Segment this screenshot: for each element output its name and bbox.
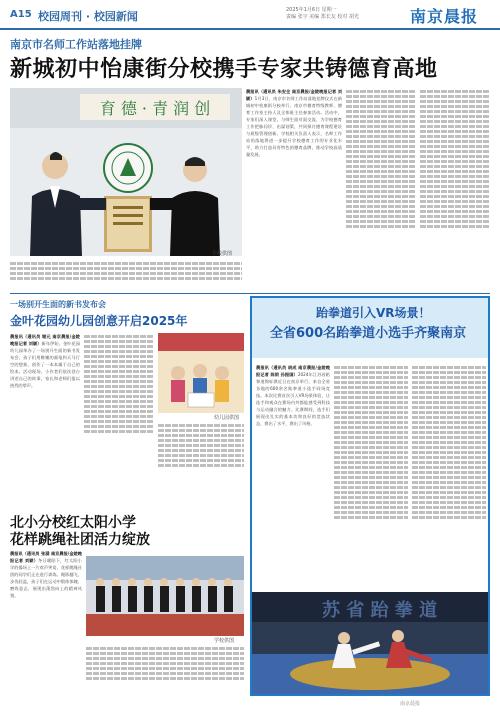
story4-byline: 晨报讯（通讯员 胡成 南京晨报/金陵晚报记者 陈雨 孙振国） [256, 365, 330, 377]
story3-body-col2 [86, 645, 244, 697]
issue-date: 2025年1月6日 星期一 [286, 7, 337, 13]
story2-body-col2 [84, 333, 154, 483]
editors: 责编 张宇 美编 郑长友 校对 胡光 [286, 14, 359, 20]
story3-photo-caption: 学校供图 [214, 638, 235, 644]
story3-headline-line2: 花样跳绳社团活力绽放 [10, 532, 150, 548]
lead-photo-caption: 学校供图 [212, 251, 233, 257]
story4-kicker: 跆拳道引入VR场景！ [316, 306, 431, 320]
story4-body: 2024年江苏省跆拳道锦标赛近日在南京举行，来自全省各地的600余名跆拳道小选手同场竞技。本次比赛首次引入VR场景体验，让选手和观众在赛场内外都能感受到科技与运动融合的魅力。比赛期间，选手们展现出扎实的基本功和良好的竞技状态，赛出了水平，赛出了风格。 [256, 372, 330, 426]
section-divider [10, 293, 490, 294]
story3-body: 冬日暖阳下，红太阳小学的操场上一片欢声笑语，花样跳绳社团的同学们正在进行训练。绳影翻飞，步伐轻盈，孩子们在运动中锻炼体魄、磨炼意志，展现出蓬勃向上的精神风貌。 [10, 558, 82, 598]
newspaper-logo: 南京晨报 [410, 7, 479, 26]
lead-headline: 新城初中怡康街分校携手专家共铸德育高地 [10, 57, 438, 82]
lead-body: 1月3日，南京市名师工作站落地挂牌仪式在新城初中怡康街分校举行。南京市德育特级教师、德育工作室主持人及全体班主任参加活动。活动中，专家们深入课堂，与师生面对面交流，为学校德育工作把脉问诊、出谋划策，共同探讨德育课程建设与班级管理创新。学校相关负责人表示，名师工作站的落地将进一步提升学校德育工作的专业化水平，助力打造具有特色的德育品牌，推动学校高质量发展。 [246, 96, 342, 157]
story4-headline: 全省600名跆拳道小选手齐聚南京 [270, 326, 467, 341]
watermark: 南京晨报 [400, 701, 421, 707]
story2-body-col3 [158, 422, 244, 490]
story4-body-col3 [412, 364, 486, 590]
svg-text:育 德 · 青 润 创: 育 德 · 青 润 创 [99, 99, 211, 118]
story3-photo [86, 556, 244, 636]
story2-headline: 金叶花园幼儿园创意开启2025年 [10, 314, 188, 328]
section-title: 校园周刊 · 校园新闻 [38, 10, 138, 23]
story3-byline: 晨报讯（通讯员 张涵 南京晨报/金陵晚报记者 刘颖） [10, 551, 82, 563]
lead-byline: 晨报讯（通讯员 朱安全 南京晨报/金陵晚报记者 刘颖） [246, 89, 342, 101]
story2-body-col1 [10, 333, 80, 483]
lead-body-col2 [346, 88, 416, 288]
story4-body-col2 [334, 364, 408, 590]
story2-byline: 晨报讯（通讯员 谢元 南京晨报/金陵晚报记者 刘颖） [10, 334, 80, 346]
story3-headline-line1: 北小分校红太阳小学 [10, 515, 136, 531]
page-number: A15 [10, 9, 32, 20]
story2-photo [158, 333, 244, 413]
story4-photo [252, 592, 488, 694]
lead-photo [10, 88, 242, 256]
lead-body-col1 [246, 88, 342, 288]
story2-photo-caption: 幼儿园供图 [214, 415, 240, 421]
svg-text:苏 省 跆 拳 道: 苏 省 跆 拳 道 [322, 600, 438, 621]
story2-kicker: 一场别开生面的新书发布会 [10, 300, 106, 309]
lead-body-col3 [420, 88, 490, 288]
story2-body: 新年伊始，金叶花园幼儿园举办了一场别开生面的新书发布会。孩子们用稚嫩的画笔和天马行空的想象，创作了一本本属于自己的绘本。活动现场，小作者们依次登台讲述自己的故事，家长和老师们报以热烈的掌声。 [10, 341, 80, 388]
lead-kicker: 南京市名师工作站落地挂牌 [10, 38, 142, 51]
story4-body-col1 [256, 364, 330, 590]
story3-body-col1 [10, 550, 82, 698]
page-header [0, 0, 500, 30]
issue-meta [286, 7, 396, 21]
lead-body-bottom [10, 260, 242, 290]
